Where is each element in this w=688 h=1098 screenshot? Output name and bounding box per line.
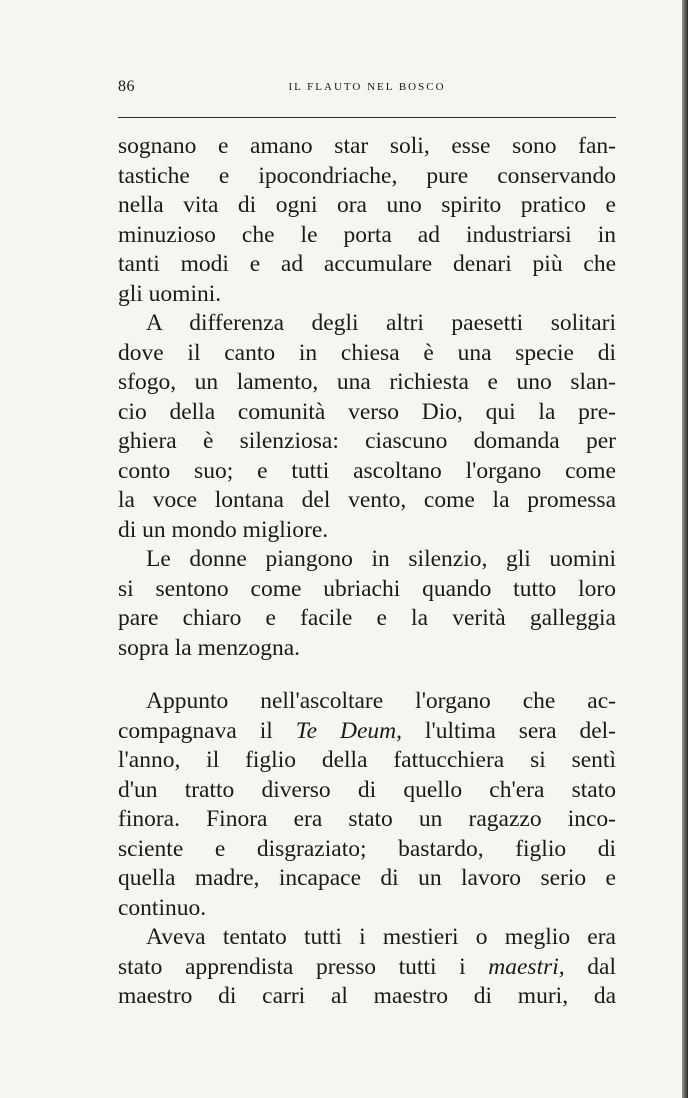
text-line: dove il canto in chiesa è una specie di — [118, 339, 616, 366]
text-fragment: stato apprendista presso tutti i — [118, 953, 489, 980]
text-line: cio della comunità verso Dio, qui la pre- — [118, 398, 616, 425]
paragraph — [118, 687, 616, 923]
text-line: la voce lontana del vento, come la promessa — [118, 487, 616, 513]
text-line: quella madre, incapace di un lavoro serio e — [118, 865, 616, 891]
text-fragment: dal — [564, 953, 616, 980]
text-line: sfogo, un lamento, una richiesta e uno slan- — [118, 369, 616, 395]
paragraph — [118, 132, 616, 309]
text-line — [118, 717, 616, 747]
italic-title: Te Deum, — [295, 717, 402, 744]
italic-word: maestri, — [488, 953, 565, 980]
text-line: pare chiaro e facile e la verità galleggia — [118, 605, 616, 631]
paragraph — [118, 309, 616, 545]
text-fragment: l'ultima sera del- — [402, 717, 617, 744]
body-text — [118, 132, 616, 1012]
page-number: 86 — [118, 78, 135, 95]
text-line: sciente e disgraziato; bastardo, figlio di — [118, 835, 616, 862]
text-line: continuo. — [118, 894, 207, 921]
text-line: sopra la menzogna. — [118, 634, 301, 661]
text-line: sognano e amano star soli, esse sono fan- — [118, 133, 616, 159]
text-line: l'anno, il figlio della fattucchiera si sentì — [118, 747, 616, 773]
text-line: d'un tratto diverso di quello ch'era stato — [118, 776, 616, 803]
header-rule — [118, 117, 616, 118]
text-line: tanti modi e ad accumulare denari più che — [118, 251, 616, 277]
text-line: minuzioso che le porta ad industriarsi in — [118, 221, 616, 248]
text-line — [118, 953, 616, 983]
text-line: Appunto nell'ascoltare l'organo che ac- — [146, 688, 616, 714]
text-line: Le donne piangono in silenzio, gli uomini — [146, 546, 616, 572]
text-line: ghiera è silenziosa: ciascuno domanda per — [118, 428, 616, 454]
paragraph — [118, 545, 616, 663]
text-line: si sentono come ubriachi quando tutto loro — [118, 575, 616, 602]
text-line: di un mondo migliore. — [118, 516, 329, 543]
text-line: conto suo; e tutti ascoltano l'organo come — [118, 457, 616, 484]
page-header — [118, 78, 616, 100]
text-line: A differenza degli altri paesetti solitari — [146, 310, 616, 336]
text-fragment: compagnava il — [118, 717, 296, 744]
section-break — [118, 663, 616, 687]
text-line: Aveva tentato tutti i mestieri o meglio era — [146, 924, 616, 950]
text-line: tastiche e ipocondriache, pure conservando — [118, 162, 616, 189]
running-title: IL FLAUTO NEL BOSCO — [288, 81, 446, 93]
text-line: finora. Finora era stato un ragazzo inco- — [118, 806, 616, 832]
text-line: nella vita di ogni ora uno spirito pratico e — [118, 192, 616, 218]
page-edge-shadow — [682, 0, 688, 1098]
paragraph — [118, 923, 616, 1012]
text-line: maestro di carri al maestro di muri, da — [118, 983, 616, 1009]
text-line: gli uomini. — [118, 280, 222, 307]
